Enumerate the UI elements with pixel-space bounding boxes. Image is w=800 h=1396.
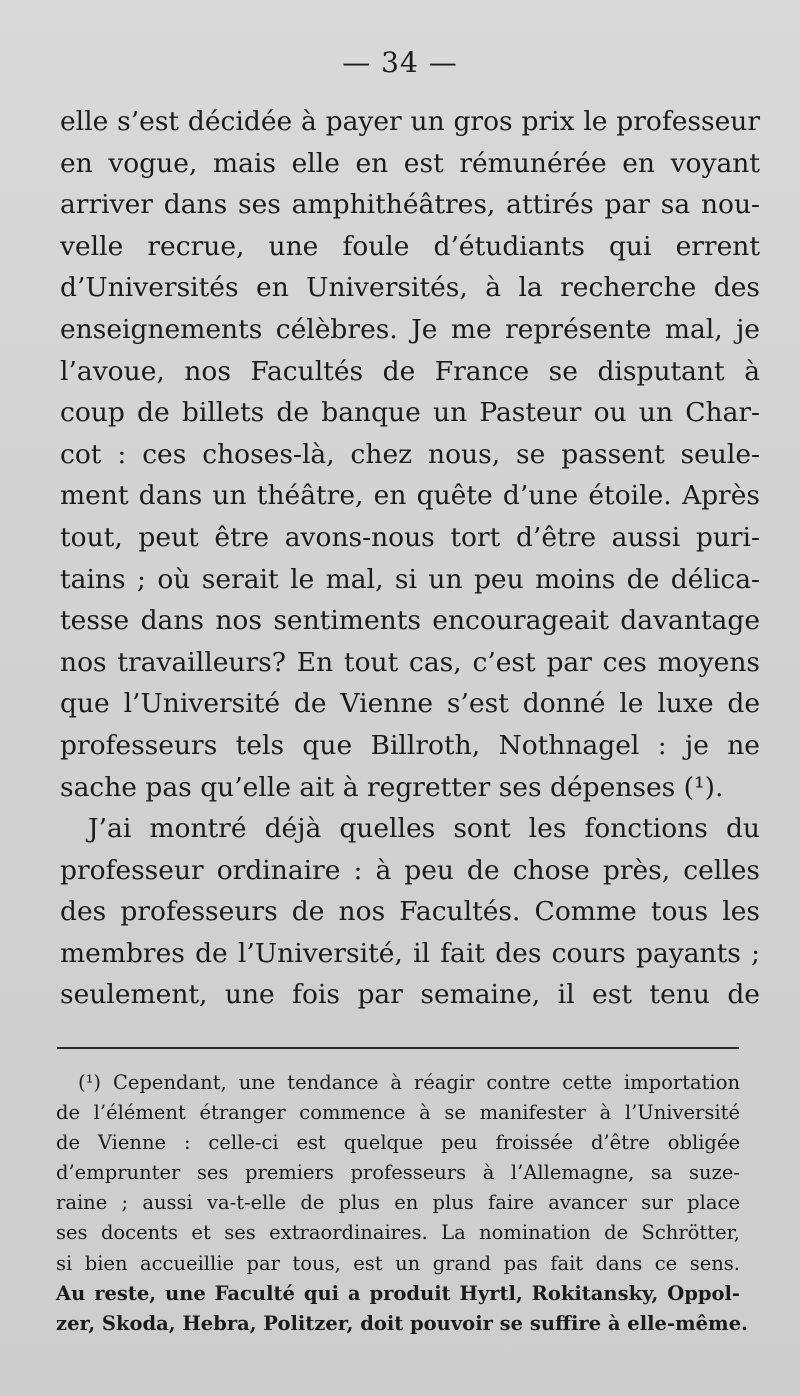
- body-line: arriver dans ses amphithéâtres, attirés par sa nou-: [60, 189, 760, 221]
- footnote-line: ses docents et ses extraordinaires. La nomination de Schrötter,: [56, 1221, 740, 1245]
- body-line: cot : ces choses-là, chez nous, se passent seule-: [60, 438, 760, 470]
- body-line: professeur ordinaire : à peu de chose près, celles: [60, 854, 760, 886]
- footnote-line: de Vienne : celle-ci est quelque peu froissée d’être obligée: [56, 1131, 740, 1155]
- footnote-divider: [57, 1047, 739, 1049]
- footnote-line: (¹) Cependant, une tendance à réagir contre cette importation: [78, 1071, 740, 1094]
- body-line: sache pas qu’elle ait à regretter ses dépenses (¹).: [60, 771, 724, 803]
- body-line: tains ; où serait le mal, si un peu moins de délica-: [60, 563, 760, 595]
- body-line: l’avoue, nos Facultés de France se disputant à: [60, 355, 760, 387]
- page-number: — 34 —: [342, 46, 458, 79]
- footnote-line: de l’élément étranger commence à se manifester à l’Université: [56, 1101, 740, 1125]
- body-line: ment dans un théâtre, en quête d’une étoile. Après: [60, 480, 760, 512]
- body-line: J’ai montré déjà quelles sont les fonctions du: [88, 813, 760, 845]
- body-line: velle recrue, une foule d’étudiants qui errent: [60, 230, 760, 262]
- body-line: d’Universités en Universités, à la recherche des: [60, 272, 760, 304]
- footnote-line: zer, Skoda, Hebra, Politzer, doit pouvoir se suffire à elle-même.: [56, 1311, 748, 1335]
- footnote-line: raine ; aussi va-t-elle de plus en plus faire avancer sur place: [56, 1191, 740, 1215]
- body-line: seulement, une fois par semaine, il est tenu de: [60, 979, 760, 1011]
- body-line: des professeurs de nos Facultés. Comme tous les: [60, 896, 760, 928]
- body-line: tesse dans nos sentiments encourageait davantage: [60, 605, 760, 637]
- body-line: tout, peut être avons-nous tort d’être aussi puri-: [60, 521, 760, 553]
- footnote-line: Au reste, une Faculté qui a produit Hyrtl, Rokitansky, Oppol-: [56, 1281, 740, 1305]
- footnote-line: d’emprunter ses premiers professeurs à l’Allemagne, sa suze-: [56, 1161, 740, 1185]
- footnote-line: si bien accueillie par tous, est un grand pas fait dans ce sens.: [56, 1251, 740, 1275]
- body-line: nos travailleurs? En tout cas, c’est par ces moyens: [60, 646, 760, 678]
- body-line: coup de billets de banque un Pasteur ou un Char-: [60, 397, 760, 429]
- body-line: professeurs tels que Billroth, Nothnagel : je ne: [60, 729, 760, 761]
- body-line: que l’Université de Vienne s’est donné le luxe de: [60, 688, 760, 720]
- body-line: membres de l’Université, il fait des cours payants ;: [60, 937, 760, 969]
- body-line: en vogue, mais elle en est rémunérée en voyant: [60, 147, 760, 179]
- body-text: [60, 101, 760, 1016]
- footnotes: [56, 1068, 748, 1339]
- body-line: elle s’est décidée à payer un gros prix le professeur: [60, 106, 760, 137]
- body-line: enseignements célèbres. Je me représente mal, je: [60, 313, 760, 345]
